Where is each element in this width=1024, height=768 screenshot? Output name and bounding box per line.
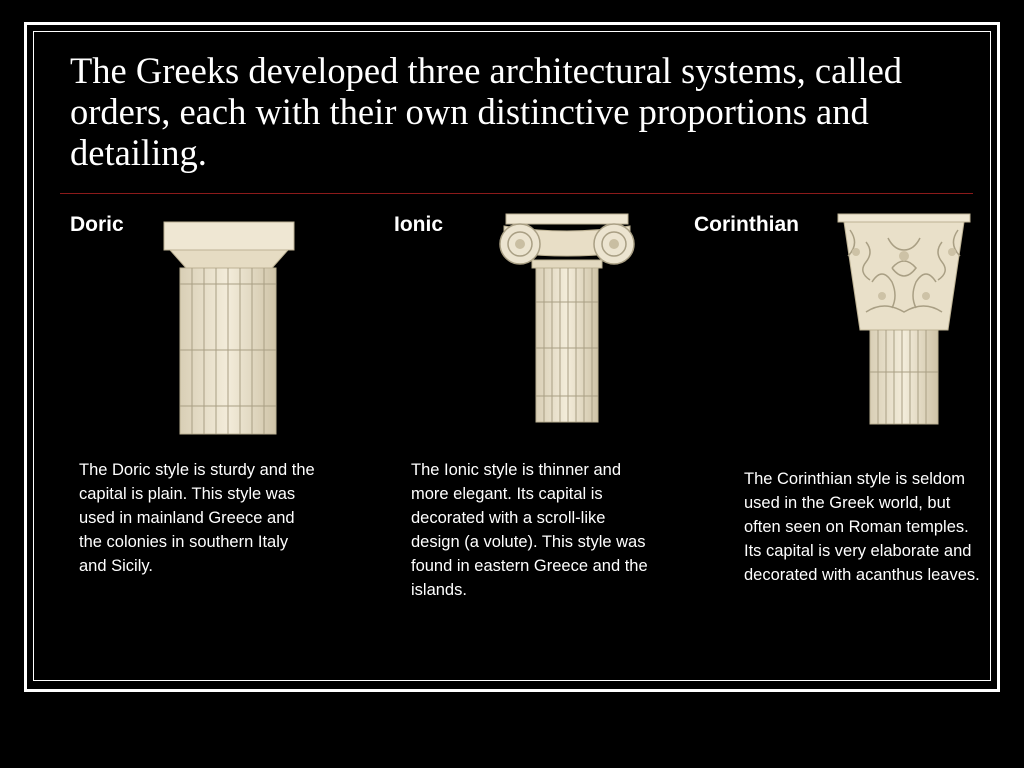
doric-description: The Doric style is sturdy and the capital is plain. This style was used in mainland Greece and the colonies in southern Italy and Sicily.: [79, 461, 315, 575]
doric-heading: Doric: [70, 213, 124, 236]
corinthian-description: The Corinthian style is seldom used in the Greek world, but often seen on Roman temples. Its capital is very elaborate and decorated with acanthus leaves.: [744, 470, 980, 584]
ionic-description: The Ionic style is thinner and more elegant. Its capital is decorated with a scroll-like design (a volute). This style was found in eastern Greece and the islands.: [411, 461, 648, 599]
corinthian-column-icon: [836, 212, 972, 426]
slide-title: The Greeks developed three architectural systems, called orders, each with their own distinctive proportions and detailing.: [70, 50, 903, 173]
ionic-column-icon: [496, 212, 638, 424]
corinthian-heading: Corinthian: [694, 213, 799, 236]
title-divider: [60, 193, 973, 194]
ionic-heading: Ionic: [394, 213, 444, 236]
doric-column-icon: [160, 220, 300, 436]
